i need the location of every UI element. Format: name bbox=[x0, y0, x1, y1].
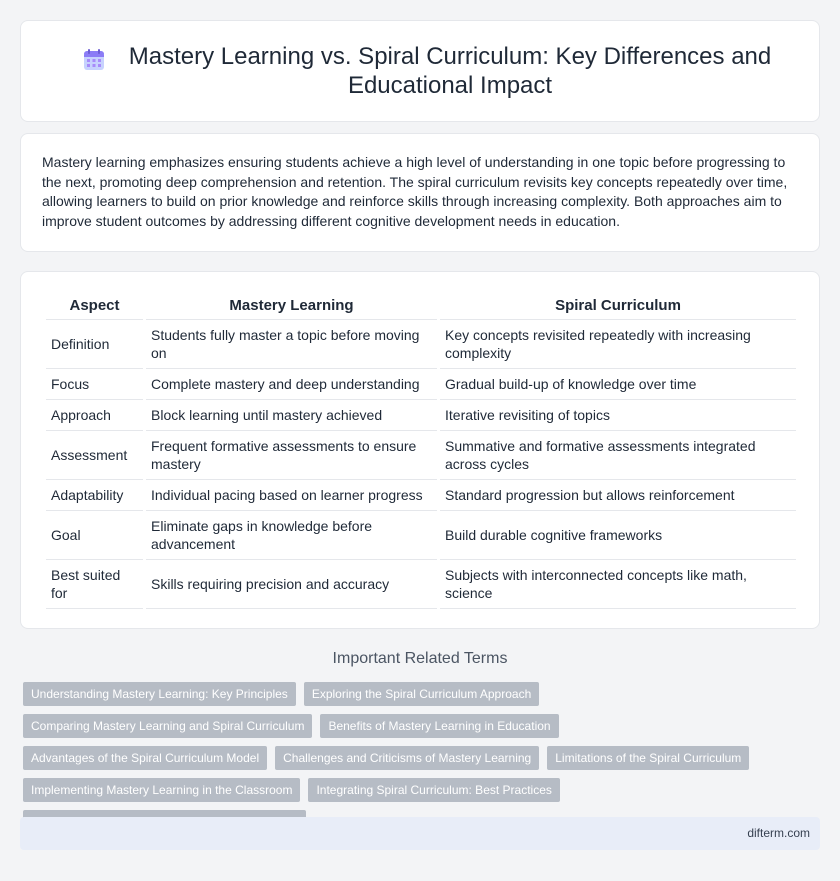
table-row bbox=[46, 400, 796, 431]
cell-mastery: Skills requiring precision and accuracy bbox=[146, 560, 437, 609]
cell-aspect: Best suited for bbox=[46, 560, 143, 609]
related-term-link[interactable]: Challenges and Criticisms of Mastery Learning bbox=[275, 746, 539, 770]
footer bbox=[20, 817, 820, 850]
related-term-link[interactable]: Limitations of the Spiral Curriculum bbox=[547, 746, 749, 770]
column-header-aspect: Aspect bbox=[46, 293, 143, 320]
cell-mastery: Individual pacing based on learner progress bbox=[146, 480, 437, 511]
cell-spiral: Iterative revisiting of topics bbox=[440, 400, 796, 431]
table-row bbox=[46, 511, 796, 560]
related-term-link[interactable]: Benefits of Mastery Learning in Education bbox=[320, 714, 558, 738]
cell-aspect: Definition bbox=[46, 320, 143, 369]
cell-aspect: Goal bbox=[46, 511, 143, 560]
table-row bbox=[46, 560, 796, 609]
cell-mastery: Eliminate gaps in knowledge before advancement bbox=[146, 511, 437, 560]
cell-spiral: Standard progression but allows reinforcement bbox=[440, 480, 796, 511]
table-row bbox=[46, 369, 796, 400]
related-term-link[interactable]: Advantages of the Spiral Curriculum Model bbox=[23, 746, 267, 770]
footer-site-link[interactable]: difterm.com bbox=[747, 826, 810, 840]
related-terms-heading: Important Related Terms bbox=[332, 650, 508, 667]
header-card bbox=[20, 20, 820, 122]
cell-spiral: Subjects with interconnected concepts like math, science bbox=[440, 560, 796, 609]
column-header-mastery: Mastery Learning bbox=[146, 293, 437, 320]
page-title: Mastery Learning vs. Spiral Curriculum: Key Differences and Educational Impact bbox=[128, 43, 772, 99]
cell-aspect: Adaptability bbox=[46, 480, 143, 511]
related-terms-list bbox=[23, 682, 793, 834]
table-row bbox=[46, 320, 796, 369]
cell-aspect: Assessment bbox=[46, 431, 143, 480]
cell-aspect: Approach bbox=[46, 400, 143, 431]
related-term-link[interactable]: Integrating Spiral Curriculum: Best Practices bbox=[308, 778, 559, 802]
column-header-spiral: Spiral Curriculum bbox=[440, 293, 796, 320]
cell-mastery: Students fully master a topic before moving on bbox=[146, 320, 437, 369]
cell-spiral: Gradual build-up of knowledge over time bbox=[440, 369, 796, 400]
related-term-link[interactable]: Implementing Mastery Learning in the Classroom bbox=[23, 778, 300, 802]
cell-spiral: Summative and formative assessments integrated across cycles bbox=[440, 431, 796, 480]
intro-card bbox=[20, 133, 820, 252]
related-term-link[interactable]: Comparing Mastery Learning and Spiral Curriculum bbox=[23, 714, 312, 738]
table-row bbox=[46, 480, 796, 511]
cell-spiral: Key concepts revisited repeatedly with increasing complexity bbox=[440, 320, 796, 369]
table-row bbox=[46, 431, 796, 480]
related-term-link[interactable]: Exploring the Spiral Curriculum Approach bbox=[304, 682, 539, 706]
intro-paragraph: Mastery learning emphasizes ensuring students achieve a high level of understanding in one topic before progressing to the next, promoting deep comprehension and retention. The spiral curriculum revisits key concepts repeatedly over time, allowing learners to build on prior knowledge and reinforce skills through increasing complexity. Both approaches aim to improve student outcomes by addressing different cognitive development needs in education. bbox=[42, 154, 788, 229]
related-term-link[interactable]: Understanding Mastery Learning: Key Principles bbox=[23, 682, 296, 706]
cell-mastery: Frequent formative assessments to ensure mastery bbox=[146, 431, 437, 480]
comparison-table bbox=[43, 293, 799, 609]
comparison-card bbox=[20, 271, 820, 629]
cell-aspect: Focus bbox=[46, 369, 143, 400]
table-header-row bbox=[46, 293, 796, 320]
cell-mastery: Complete mastery and deep understanding bbox=[146, 369, 437, 400]
cell-mastery: Block learning until mastery achieved bbox=[146, 400, 437, 431]
cell-spiral: Build durable cognitive frameworks bbox=[440, 511, 796, 560]
